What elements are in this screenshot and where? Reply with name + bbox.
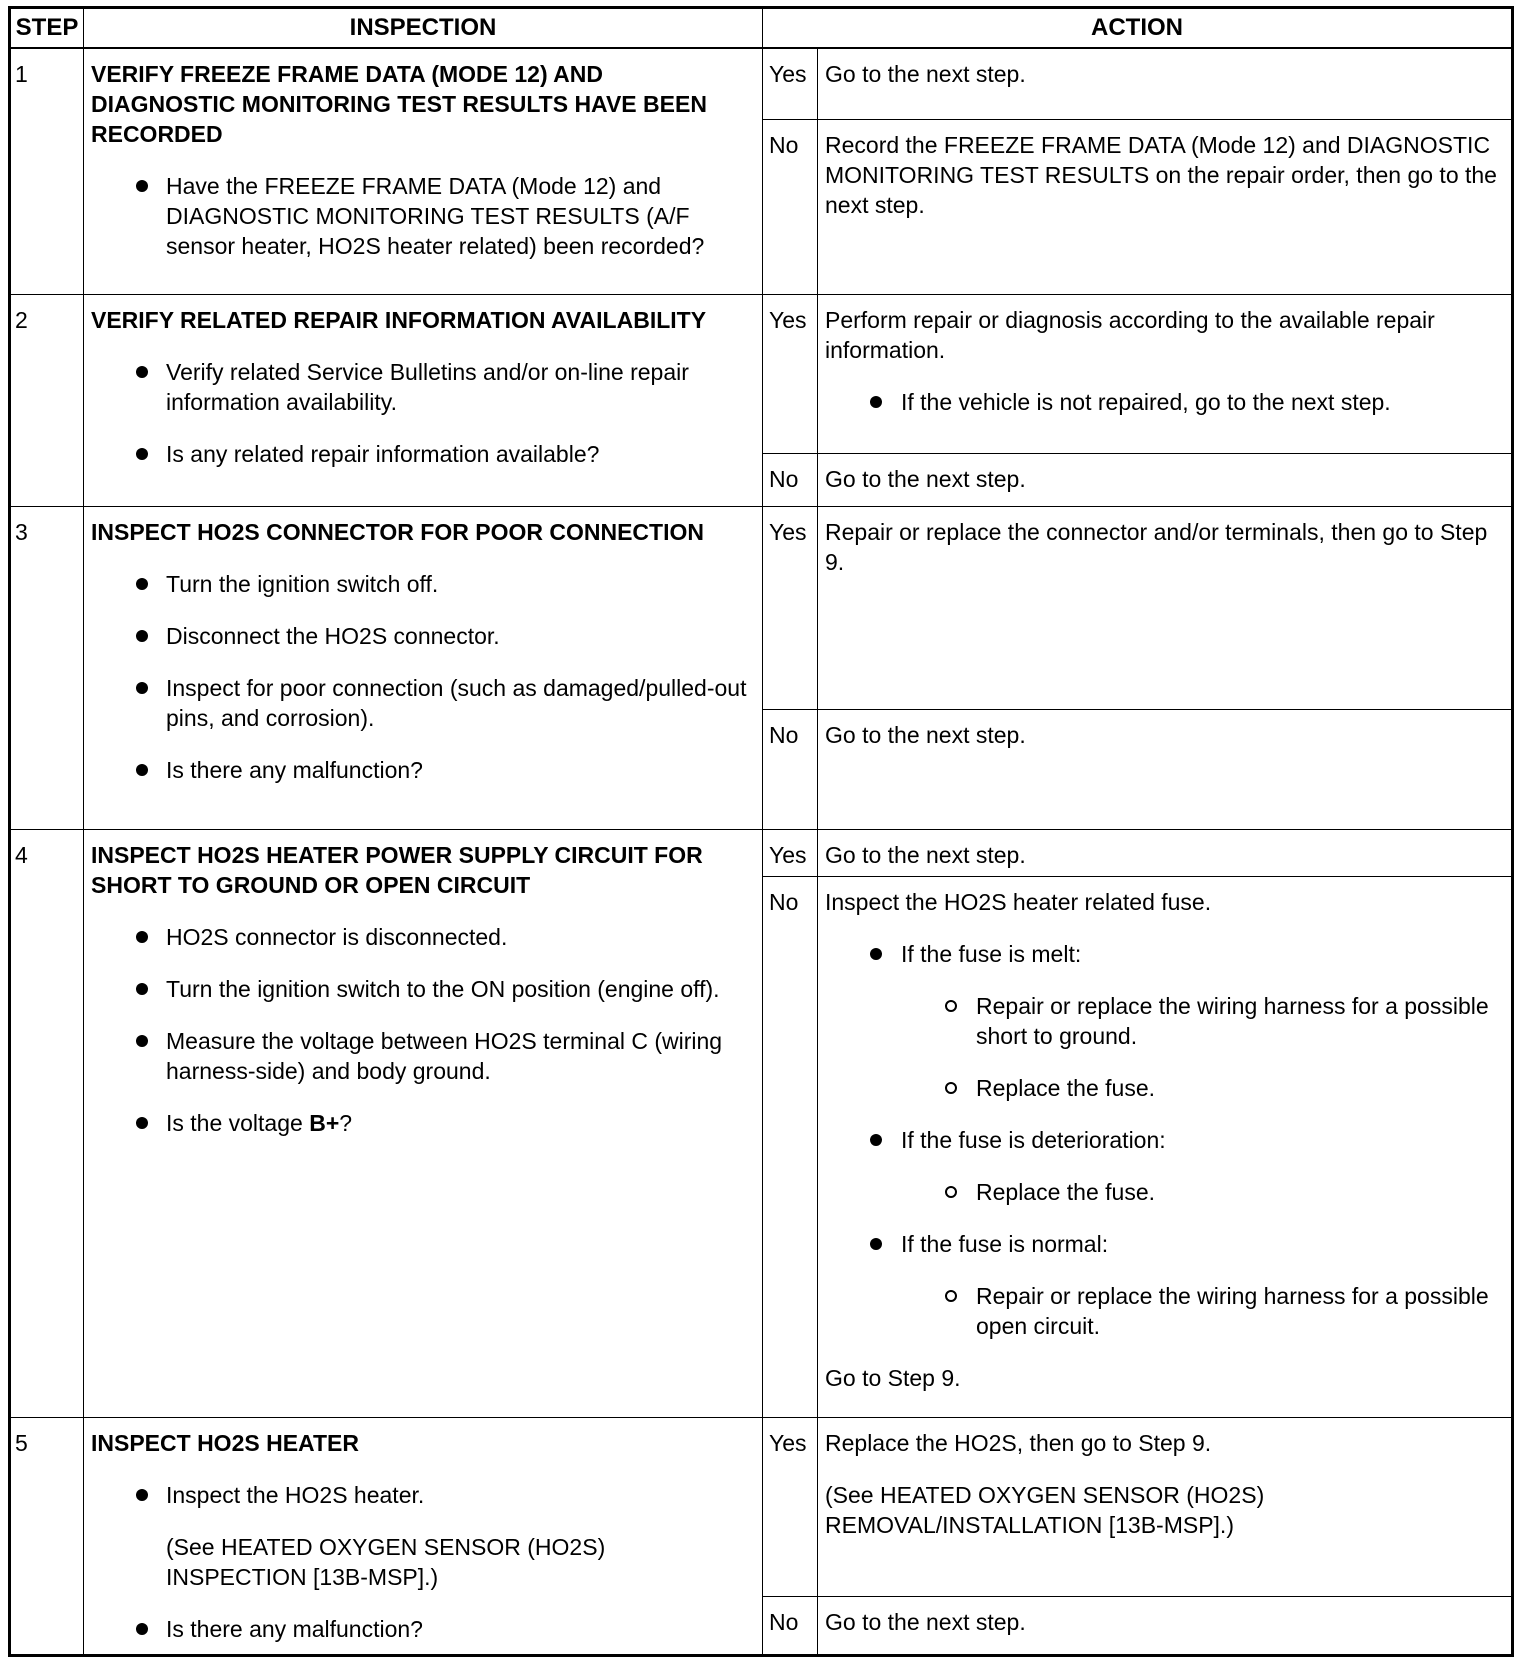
fuse-melt-sub-1: Repair or replace the wiring harness for a possible short to ground. [825, 991, 1501, 1051]
fuse-melt-sub-2: Replace the fuse. [825, 1073, 1501, 1103]
step-3-bullet-4: Is there any malfunction? [91, 755, 752, 785]
step-3-row-yes [10, 507, 1513, 710]
step-4-question: Is the voltage [166, 1110, 310, 1136]
step-1-bullet-1: Have the FREEZE FRAME DATA (Mode 12) and DIAGNOSTIC MONITORING TEST RESULTS (A/F sensor heater, HO2S heater related) been recorded? [91, 171, 752, 261]
step-3-bullet-2: Disconnect the HO2S connector. [91, 621, 752, 651]
step-1-row-yes [10, 48, 1513, 120]
yes-label: Yes [763, 48, 818, 120]
step-4-title: INSPECT HO2S HEATER POWER SUPPLY CIRCUIT FOR SHORT TO GROUND OR OPEN CIRCUIT [91, 842, 703, 898]
step-number: 5 [10, 1418, 84, 1656]
step-4-row-yes [10, 830, 1513, 877]
step-header: STEP [10, 8, 84, 48]
step-5-inspection [84, 1418, 763, 1656]
no-label: No [763, 120, 818, 295]
step-1-yes-action: Go to the next step. [818, 48, 1513, 120]
step-2-inspection [84, 295, 763, 507]
yes-label: Yes [763, 830, 818, 877]
step-2-yes-action [818, 295, 1513, 454]
step-5-yes-note: (See HEATED OXYGEN SENSOR (HO2S) REMOVAL/INSTALLATION [13B-MSP].) [825, 1482, 1265, 1538]
diagnostic-procedure-table [8, 6, 1514, 1657]
question-mark: ? [339, 1110, 353, 1136]
fuse-normal-bullet: If the fuse is normal: [825, 1229, 1501, 1259]
fuse-normal-sub-1: Repair or replace the wiring harness for a possible open circuit. [825, 1281, 1501, 1341]
step-1-title: VERIFY FREEZE FRAME DATA (MODE 12) AND DIAGNOSTIC MONITORING TEST RESULTS HAVE BEEN RECORDED [91, 60, 707, 147]
step-number: 1 [10, 48, 84, 295]
step-5-title: INSPECT HO2S HEATER [91, 1430, 359, 1456]
step-4-bullet-2: Turn the ignition switch to the ON position (engine off). [91, 974, 752, 1004]
step-2-bullet-1: Verify related Service Bulletins and/or on-line repair information availability. [91, 357, 752, 417]
step-5-bullet-1-note: (See HEATED OXYGEN SENSOR (HO2S) INSPECTION [13B-MSP].) [166, 1534, 606, 1590]
step-3-bullet-1: Turn the ignition switch off. [91, 569, 752, 599]
step-2-row-yes [10, 295, 1513, 454]
step-number: 4 [10, 830, 84, 1418]
step-4-yes-action: Go to the next step. [818, 830, 1513, 877]
fuse-deterioration-sub-1: Replace the fuse. [825, 1177, 1501, 1207]
step-number: 2 [10, 295, 84, 507]
voltage-value: B+ [309, 1110, 340, 1136]
fuse-deterioration-bullet: If the fuse is deterioration: [825, 1125, 1501, 1155]
step-number: 3 [10, 507, 84, 830]
step-4-bullet-1: HO2S connector is disconnected. [91, 922, 752, 952]
no-label: No [763, 877, 818, 1418]
step-5-yes-text: Replace the HO2S, then go to Step 9. [825, 1430, 1212, 1456]
step-4-no-text: Inspect the HO2S heater related fuse. [825, 889, 1212, 915]
yes-label: Yes [763, 507, 818, 710]
step-2-yes-bullet: If the vehicle is not repaired, go to the next step. [825, 387, 1501, 417]
no-label: No [763, 454, 818, 507]
step-2-bullet-2: Is any related repair information available? [91, 439, 752, 469]
no-label: No [763, 710, 818, 830]
step-4-no-action [818, 877, 1513, 1418]
yes-label: Yes [763, 1418, 818, 1597]
step-4-bullet-4 [91, 1108, 752, 1138]
inspection-header: INSPECTION [84, 8, 763, 48]
step-4-inspection [84, 830, 763, 1418]
yes-label: Yes [763, 295, 818, 454]
step-5-bullet-1: Inspect the HO2S heater. [91, 1480, 752, 1510]
step-3-bullet-3: Inspect for poor connection (such as damaged/pulled-out pins, and corrosion). [91, 673, 752, 733]
no-label: No [763, 1597, 818, 1656]
step-2-yes-text: Perform repair or diagnosis according to the available repair information. [825, 307, 1435, 363]
fuse-melt-bullet: If the fuse is melt: [825, 939, 1501, 969]
step-5-bullet-2: Is there any malfunction? [91, 1614, 752, 1644]
step-4-no-end: Go to Step 9. [825, 1365, 961, 1391]
step-1-no-action: Record the FREEZE FRAME DATA (Mode 12) and DIAGNOSTIC MONITORING TEST RESULTS on the repair order, then go to the next step. [818, 120, 1513, 295]
step-3-no-action: Go to the next step. [818, 710, 1513, 830]
header-row [10, 8, 1513, 48]
step-5-row-yes [10, 1418, 1513, 1597]
action-header: ACTION [763, 8, 1513, 48]
step-1-inspection [84, 48, 763, 295]
step-3-yes-action: Repair or replace the connector and/or terminals, then go to Step 9. [818, 507, 1513, 710]
step-2-title: VERIFY RELATED REPAIR INFORMATION AVAILABILITY [91, 307, 707, 333]
step-4-bullet-3: Measure the voltage between HO2S terminal C (wiring harness-side) and body ground. [91, 1026, 752, 1086]
step-3-title: INSPECT HO2S CONNECTOR FOR POOR CONNECTION [91, 519, 704, 545]
step-2-no-action: Go to the next step. [818, 454, 1513, 507]
step-3-inspection [84, 507, 763, 830]
step-5-no-action: Go to the next step. [818, 1597, 1513, 1656]
step-5-yes-action [818, 1418, 1513, 1597]
